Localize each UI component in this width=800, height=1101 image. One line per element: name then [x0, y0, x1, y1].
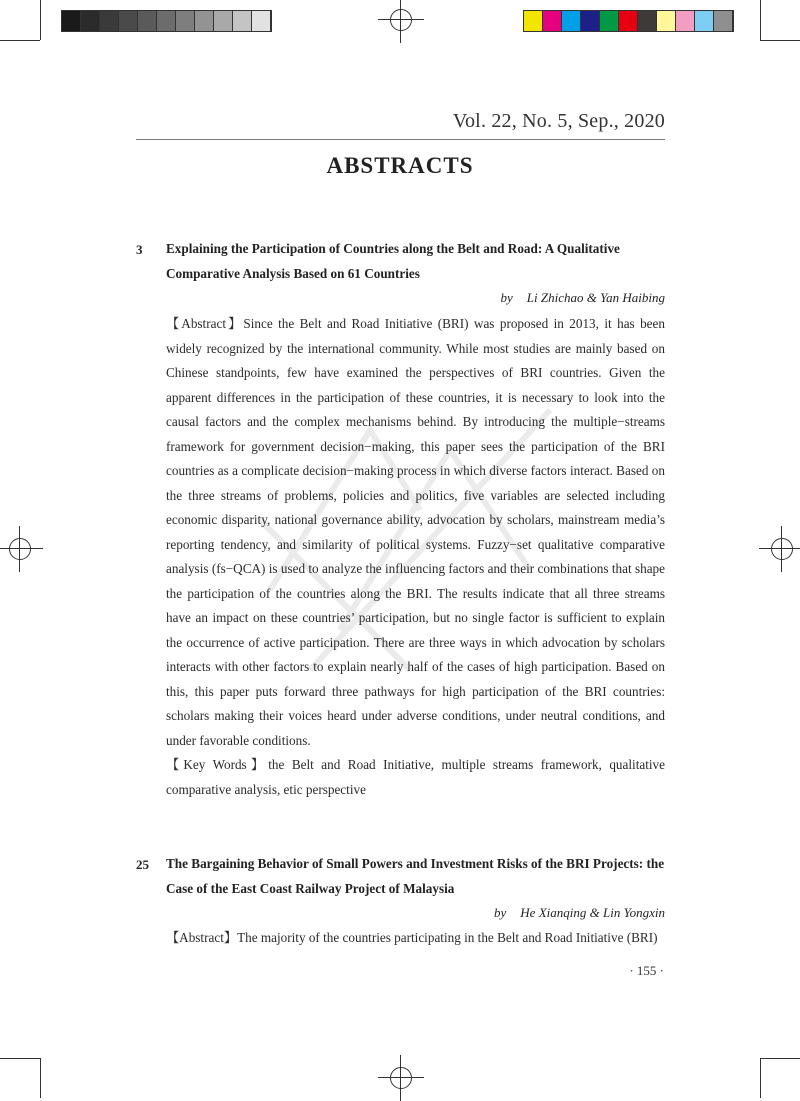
- color-swatch: [657, 11, 676, 31]
- abstract-label: 【Abstract】: [166, 316, 244, 331]
- color-swatch: [562, 11, 581, 31]
- color-swatch: [176, 11, 195, 31]
- crop-mark: [0, 1058, 40, 1059]
- color-swatch: [581, 11, 600, 31]
- color-swatch: [619, 11, 638, 31]
- color-swatch: [100, 11, 119, 31]
- registration-mark-icon: [767, 534, 797, 564]
- keywords-label: 【Key Words】: [166, 757, 269, 772]
- byline: [501, 290, 666, 306]
- abstract-text: Since the Belt and Road Initiative (BRI) was proposed in 2013, it has been widely recognized by the international community. While most studies are mainly based on Chinese standpoints, few have examined the perspectives of BRI countries. Given the apparent differences in the participation of these countries, it is necessary to look into the causal factors and the complex mechanisms behind. By introducing the multiple−streams framework for government decision−making, this paper sees the participation of the BRI countries as a complicate decision−making process in which diverse factors interact. Based on the three streams of problems, policies and politics, five variables are selected including economic disparity, national governance ability, advocation by scholars, mainstream media’s reporting tendency, and similarity of political systems. Fuzzy−set qualitative comparative analysis (fs−QCA) is used to analyze the influencing factors and their combinations that shape the participation of the countries along the BRI. The results indicate that all three streams have an impact on these countries’ participation, but no single factor is sufficient to explain the occurrence of active participation. There are three ways in which advocation by scholars interacts with other factors to explain nearly half of the cases of high participation. Based on this, this paper puts forward three pathways for high participation of the BRI countries: scholars making their voices heard under adverse conditions, under neutral conditions, and under favorable conditions.: [166, 316, 665, 748]
- article-number: 25: [136, 857, 149, 872]
- article-authors: Li Zhichao & Yan Haibing: [526, 290, 665, 305]
- byline-by: by: [500, 290, 513, 305]
- article-title: The Bargaining Behavior of Small Powers and Investment Risks of the BRI Projects: the Case of the East Coast Railway Project of Malaysia: [166, 856, 665, 896]
- header-rule: [136, 139, 665, 140]
- abstract-text: The majority of the countries participating in the Belt and Road Initiative (BRI): [237, 930, 658, 945]
- color-swatch: [195, 11, 214, 31]
- color-swatch: [600, 11, 619, 31]
- color-swatch: [138, 11, 157, 31]
- registration-mark-icon: [386, 1063, 416, 1093]
- crop-mark: [40, 1058, 41, 1098]
- registration-mark-icon: [5, 534, 35, 564]
- byline: [494, 905, 665, 921]
- color-swatch: [543, 11, 562, 31]
- abstract-label: 【Abstract】: [166, 930, 238, 945]
- keywords-paragraph: [166, 753, 665, 802]
- color-bar: [523, 10, 734, 32]
- color-swatch: [119, 11, 138, 31]
- crop-mark: [0, 40, 40, 41]
- byline-by: by: [494, 905, 507, 920]
- color-swatch: [81, 11, 100, 31]
- color-swatch: [157, 11, 176, 31]
- color-swatch: [714, 11, 733, 31]
- crop-mark: [760, 1058, 761, 1098]
- color-swatch: [62, 11, 81, 31]
- color-swatch: [233, 11, 252, 31]
- color-swatch: [638, 11, 657, 31]
- grayscale-bar: [61, 10, 272, 32]
- crop-mark: [40, 0, 41, 40]
- crop-mark: [760, 0, 761, 40]
- color-swatch: [252, 11, 271, 31]
- page-title: ABSTRACTS: [326, 153, 474, 178]
- article-title: Explaining the Participation of Countries along the Belt and Road: A Qualitative Comparative Analysis Based on 61 Countries: [166, 241, 620, 281]
- abstract-paragraph: [166, 312, 665, 753]
- color-swatch: [524, 11, 543, 31]
- crop-mark: [760, 1058, 800, 1059]
- crop-mark: [760, 40, 800, 41]
- keywords-text: the Belt and Road Initiative, multiple streams framework, qualitative comparative analysis, etic perspective: [166, 757, 665, 797]
- color-swatch: [214, 11, 233, 31]
- article-authors: He Xianqing & Lin Yongxin: [520, 905, 665, 920]
- registration-mark-icon: [386, 5, 416, 35]
- page-number: · 155 ·: [629, 963, 664, 978]
- abstract-paragraph: [166, 926, 665, 951]
- color-swatch: [676, 11, 695, 31]
- color-swatch: [695, 11, 714, 31]
- article-number: 3: [136, 242, 143, 257]
- running-head: Vol. 22, No. 5, Sep., 2020: [452, 110, 665, 132]
